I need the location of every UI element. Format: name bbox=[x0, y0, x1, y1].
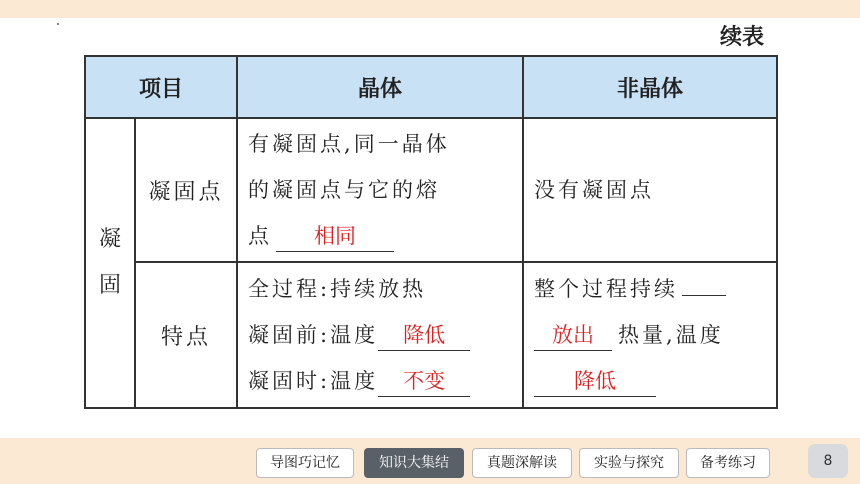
answer-blank: 相同 bbox=[276, 221, 394, 252]
crystal-characteristics-cell bbox=[237, 262, 523, 408]
text-line bbox=[248, 213, 522, 259]
text-line: 的凝固点与它的熔 bbox=[248, 178, 441, 202]
decorative-dot bbox=[57, 23, 59, 25]
text-line bbox=[534, 266, 776, 312]
table-caption: 续表 bbox=[720, 25, 765, 50]
answer-blank: 降低 bbox=[534, 366, 656, 397]
text-line bbox=[248, 358, 522, 404]
noncrystal-characteristics-cell bbox=[523, 262, 777, 408]
answer-blank: 降低 bbox=[378, 320, 470, 351]
text-fragment: 热量,温度 bbox=[618, 323, 724, 347]
nav-button-knowledge-summary[interactable]: 知识大集结 bbox=[364, 448, 464, 478]
page-number: 8 bbox=[808, 444, 848, 478]
text-fragment: 凝固前:温度 bbox=[248, 323, 379, 347]
text-fragment: 凝固时:温度 bbox=[248, 369, 379, 393]
category-char: 凝 bbox=[98, 227, 121, 252]
row-label-freezing-point: 凝固点 bbox=[135, 118, 237, 262]
category-cell bbox=[85, 118, 135, 408]
table-row bbox=[85, 262, 777, 408]
row-label-characteristics: 特点 bbox=[135, 262, 237, 408]
text-fragment: 点 bbox=[248, 224, 273, 248]
header-crystal: 晶体 bbox=[237, 56, 523, 118]
nav-button-experiment[interactable]: 实验与探究 bbox=[579, 448, 679, 478]
text-line bbox=[534, 312, 776, 358]
header-noncrystal: 非晶体 bbox=[523, 56, 777, 118]
text-fragment: 整个过程持续 bbox=[534, 277, 679, 301]
crystal-freezing-point-cell bbox=[237, 118, 523, 262]
nav-button-mindmap[interactable]: 导图巧记忆 bbox=[256, 448, 354, 478]
header-project: 项目 bbox=[85, 56, 237, 118]
answer-blank: 放出 bbox=[534, 320, 612, 351]
answer-blank bbox=[682, 295, 726, 296]
answer-blank: 不变 bbox=[378, 366, 470, 397]
category-char: 固 bbox=[98, 273, 121, 298]
top-band bbox=[0, 0, 860, 18]
noncrystal-freezing-point-cell: 没有凝固点 bbox=[523, 118, 777, 262]
nav-button-practice[interactable]: 备考练习 bbox=[686, 448, 770, 478]
text-line bbox=[248, 312, 522, 358]
table-row bbox=[85, 118, 777, 262]
text-line: 有凝固点,同一晶体 bbox=[248, 132, 450, 156]
nav-button-exam-analysis[interactable]: 真题深解读 bbox=[472, 448, 572, 478]
text-line: 全过程:持续放热 bbox=[248, 277, 427, 301]
table-header-row bbox=[85, 56, 777, 118]
solidification-table bbox=[84, 55, 778, 409]
text-line bbox=[534, 358, 776, 404]
